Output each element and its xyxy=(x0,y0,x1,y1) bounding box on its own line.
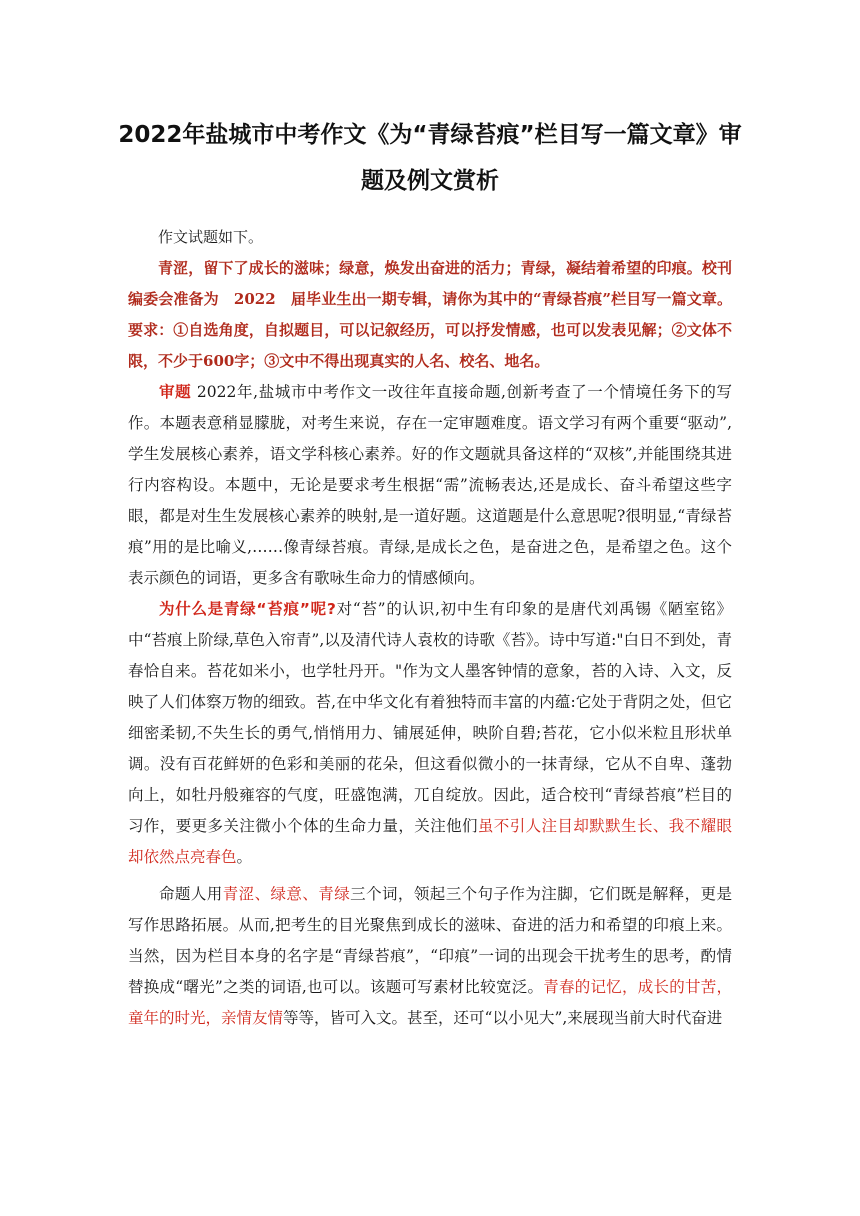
writing-task: 青涩，留下了成长的滋味；绿意，焕发出奋进的活力；青绿，凝结着希望的印痕。校刊编委会准备为 2022 届毕业生出一期专辑，请你为其中的“青绿苔痕”栏目写一篇文章。要求：①自选角度，自拟题目，可以记叙经历，可以抒发情感，也可以发表见解；②文体不限，不少于600字；③文中不得出现真实的人名、校名、地名。 xyxy=(128,259,732,370)
analysis-label: 审题 xyxy=(159,383,192,401)
prompt-materials: 青春的记忆，成长的甘苦，童年的时光，亲情友情 xyxy=(128,978,732,1027)
title-line-2: 题及例文赏析 xyxy=(361,168,499,194)
document-title xyxy=(112,112,748,204)
intro-line: 作文试题如下。 xyxy=(158,228,264,246)
moss-highlight: 虽不引人注目却默默生长、我不耀眼却依然点亮春色 xyxy=(128,817,732,866)
moss-text: 对“苔”的认识,初中生有印象的是唐代刘禹锡《陋室铭》中“苔痕上阶绿,草色入帘青”,以及清代诗人袁枚的诗歌《苔》。诗中写道:"白日不到处，青春恰自来。苔花如米小，也学牡丹开。"作为文人墨客钟情的意象，苔的入诗、入文，反映了人们体察万物的细致。苔,在中华文化有着独特而丰富的内蕴:它处于背阴之处，但它细密柔韧,不失生长的勇气,悄悄用力、铺展延伸，映阶自碧;苔花，它小似米粒且形状单调。没有百花鲜妍的色彩和美丽的花朵，但这看似微小的一抹青绿，它从不自卑、蓬勃向上，如牡丹般雍容的气度，旺盛饱满，兀自绽放。因此，适合校刊“青绿苔痕”栏目的习作，要更多关注微小个体的生命力量，关注他们 xyxy=(128,600,732,835)
prompt-text-a: 命题人用 xyxy=(159,885,223,903)
prompt-paragraph xyxy=(128,879,732,1034)
prompt-keywords: 青涩、绿意、青绿 xyxy=(222,885,351,903)
analysis-paragraph xyxy=(128,377,732,594)
prompt-text-c: 等等，皆可入文。甚至，还可“以小见大”,来展现当前大时代奋进 xyxy=(283,1009,723,1027)
moss-end: 。 xyxy=(236,848,253,866)
document-body xyxy=(128,222,732,1034)
analysis-text: 2022年,盐城市中考作文一改往年直接命题,创新考查了一个情境任务下的写作。本题表意稍显朦胧，对考生来说，存在一定审题难度。语文学习有两个重要“驱动”,学生发展核心素养，语文学科核心素养。好的作文题就具备这样的“双核”,并能围绕其进行内容构设。本题中，无论是要求考生根据“需”流畅表达,还是成长、奋斗希望这些字眼，都是对生生发展核心素养的映射,是一道好题。这道题是什么意思呢?很明显,“青绿苔痕”用的是比喻义,……像青绿苔痕。青绿,是成长之色，是奋进之色，是希望之色。这个表示颜色的词语，更多含有歌咏生命力的情感倾向。 xyxy=(128,383,732,587)
prompt-text-b: 三个词，领起三个句子作为注脚，它们既是解释，更是写作思路拓展。从而,把考生的目光聚焦到成长的滋味、奋进的活力和希望的印痕上来。当然，因为栏目本身的名字是“青绿苔痕”，“印痕”一词的出现会干扰考生的思考，酌情替换成“曙光”之类的词语,也可以。该题可写素材比较宽泛。 xyxy=(128,885,732,996)
moss-paragraph xyxy=(128,594,732,873)
moss-question: 为什么是青绿“苔痕”呢? xyxy=(159,600,336,618)
title-line-1: 2022年盐城市中考作文《为“青绿苔痕”栏目写一篇文章》审 xyxy=(118,122,742,148)
